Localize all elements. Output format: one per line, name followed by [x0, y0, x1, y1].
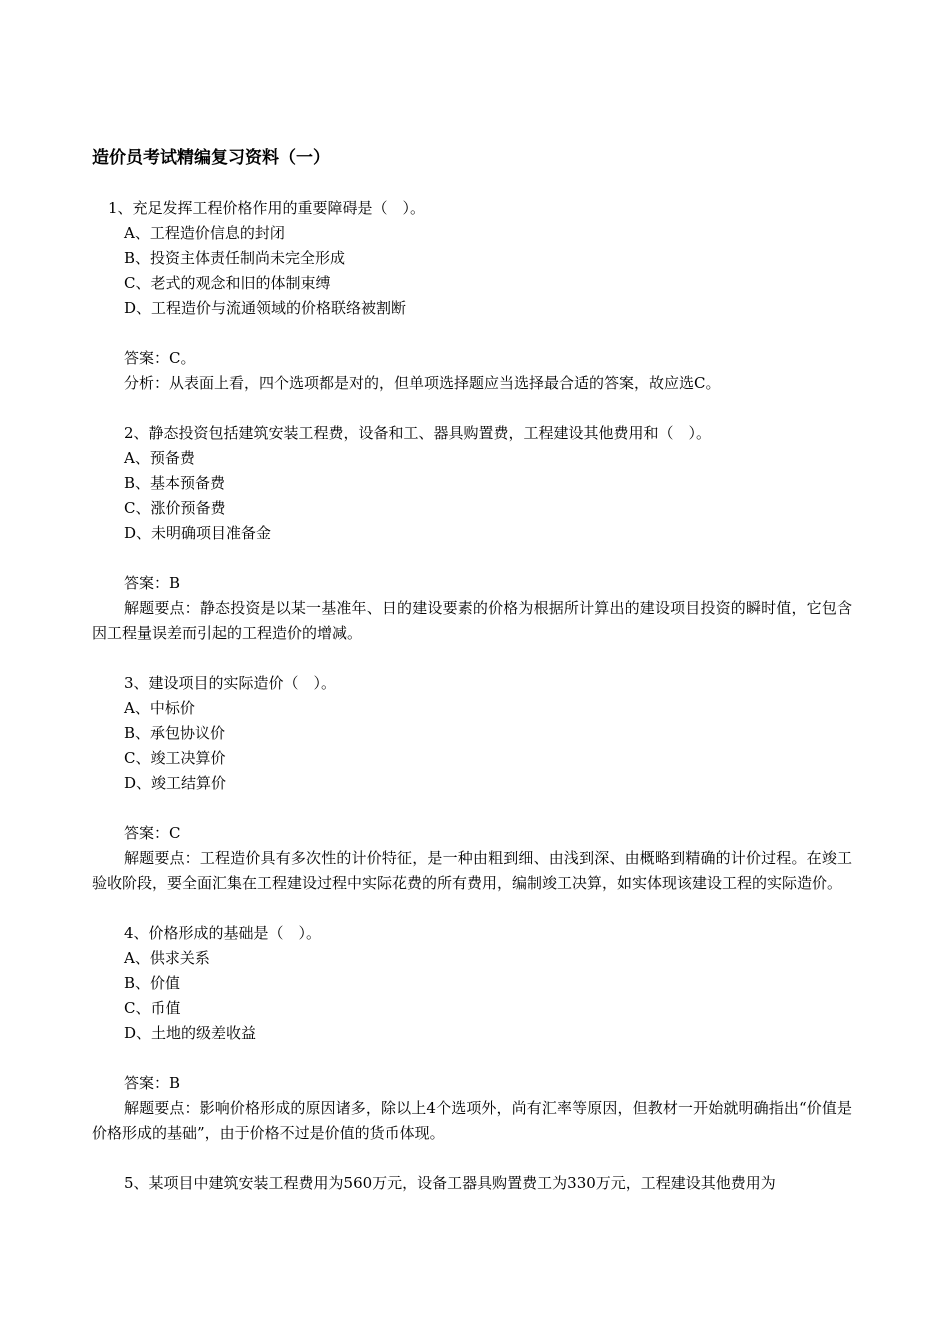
question-stem: 3、建设项目的实际造价（ ）。 — [124, 674, 337, 692]
question-item — [92, 421, 852, 646]
option-c: C、涨价预备费 — [124, 499, 226, 517]
document-title: 造价员考试精编复习资料（一） — [92, 148, 330, 168]
question-item — [92, 196, 852, 396]
option-d: D、未明确项目准备金 — [124, 524, 272, 542]
option-a: A、预备费 — [124, 449, 195, 467]
answer-line: 答案：B — [124, 1074, 181, 1092]
answer-line: 答案：C。 — [124, 349, 196, 367]
spacer — [92, 1046, 852, 1071]
option-a: A、中标价 — [124, 699, 195, 717]
question-stem: 2、静态投资包括建筑安装工程费，设备和工、器具购置费，工程建设其他费用和（ ）。 — [124, 424, 712, 442]
option-b: B、投资主体责任制尚未完全形成 — [124, 249, 346, 267]
question-stem: 5、某项目中建筑安装工程费用为560万元，设备工器具购置费工为330万元，工程建设其他费用为 — [124, 1174, 776, 1192]
option-c: C、币值 — [124, 999, 181, 1017]
question-stem: 4、价格形成的基础是（ ）。 — [124, 924, 322, 942]
option-b: B、承包协议价 — [124, 724, 226, 742]
option-c: C、竣工决算价 — [124, 749, 226, 767]
option-d: D、工程造价与流通领域的价格联络被割断 — [124, 299, 407, 317]
option-c: C、老式的观念和旧的体制束缚 — [124, 274, 331, 292]
spacer — [92, 546, 852, 571]
answer-line: 答案：C — [124, 824, 181, 842]
spacer — [92, 796, 852, 821]
option-b: B、基本预备费 — [124, 474, 226, 492]
spacer — [92, 321, 852, 346]
option-a: A、供求关系 — [124, 949, 210, 967]
question-item — [92, 671, 852, 896]
answer-line: 答案：B — [124, 574, 181, 592]
option-d: D、土地的级差收益 — [124, 1024, 257, 1042]
question-item — [92, 921, 852, 1146]
analysis-paragraph: 分析：从表面上看，四个选项都是对的，但单项选择题应当选择最合适的答案，故应选C。 — [124, 374, 721, 392]
option-a: A、工程造价信息的封闭 — [124, 224, 285, 242]
option-d: D、竣工结算价 — [124, 774, 227, 792]
analysis-paragraph: 解题要点：影响价格形成的原因诸多，除以上4个选项外，尚有汇率等原因，但教材一开始就明确指出“价值是价格形成的基础”，由于价格不过是价值的货币体现。 — [92, 1099, 852, 1142]
question-item — [92, 1171, 852, 1196]
analysis-paragraph: 解题要点：静态投资是以某一基准年、日的建设要素的价格为根据所计算出的建设项目投资的瞬时值，它包含因工程量误差而引起的工程造价的增减。 — [92, 599, 852, 642]
analysis-paragraph: 解题要点：工程造价具有多次性的计价特征，是一种由粗到细、由浅到深、由概略到精确的计价过程。在竣工验收阶段，要全面汇集在工程建设过程中实际花费的所有费用，编制竣工决算，如实体现该建设工程的实际造价。 — [92, 849, 852, 892]
question-stem: 1、充足发挥工程价格作用的重要障碍是（ ）。 — [108, 199, 426, 217]
question-list — [92, 196, 852, 1196]
option-b: B、价值 — [124, 974, 181, 992]
